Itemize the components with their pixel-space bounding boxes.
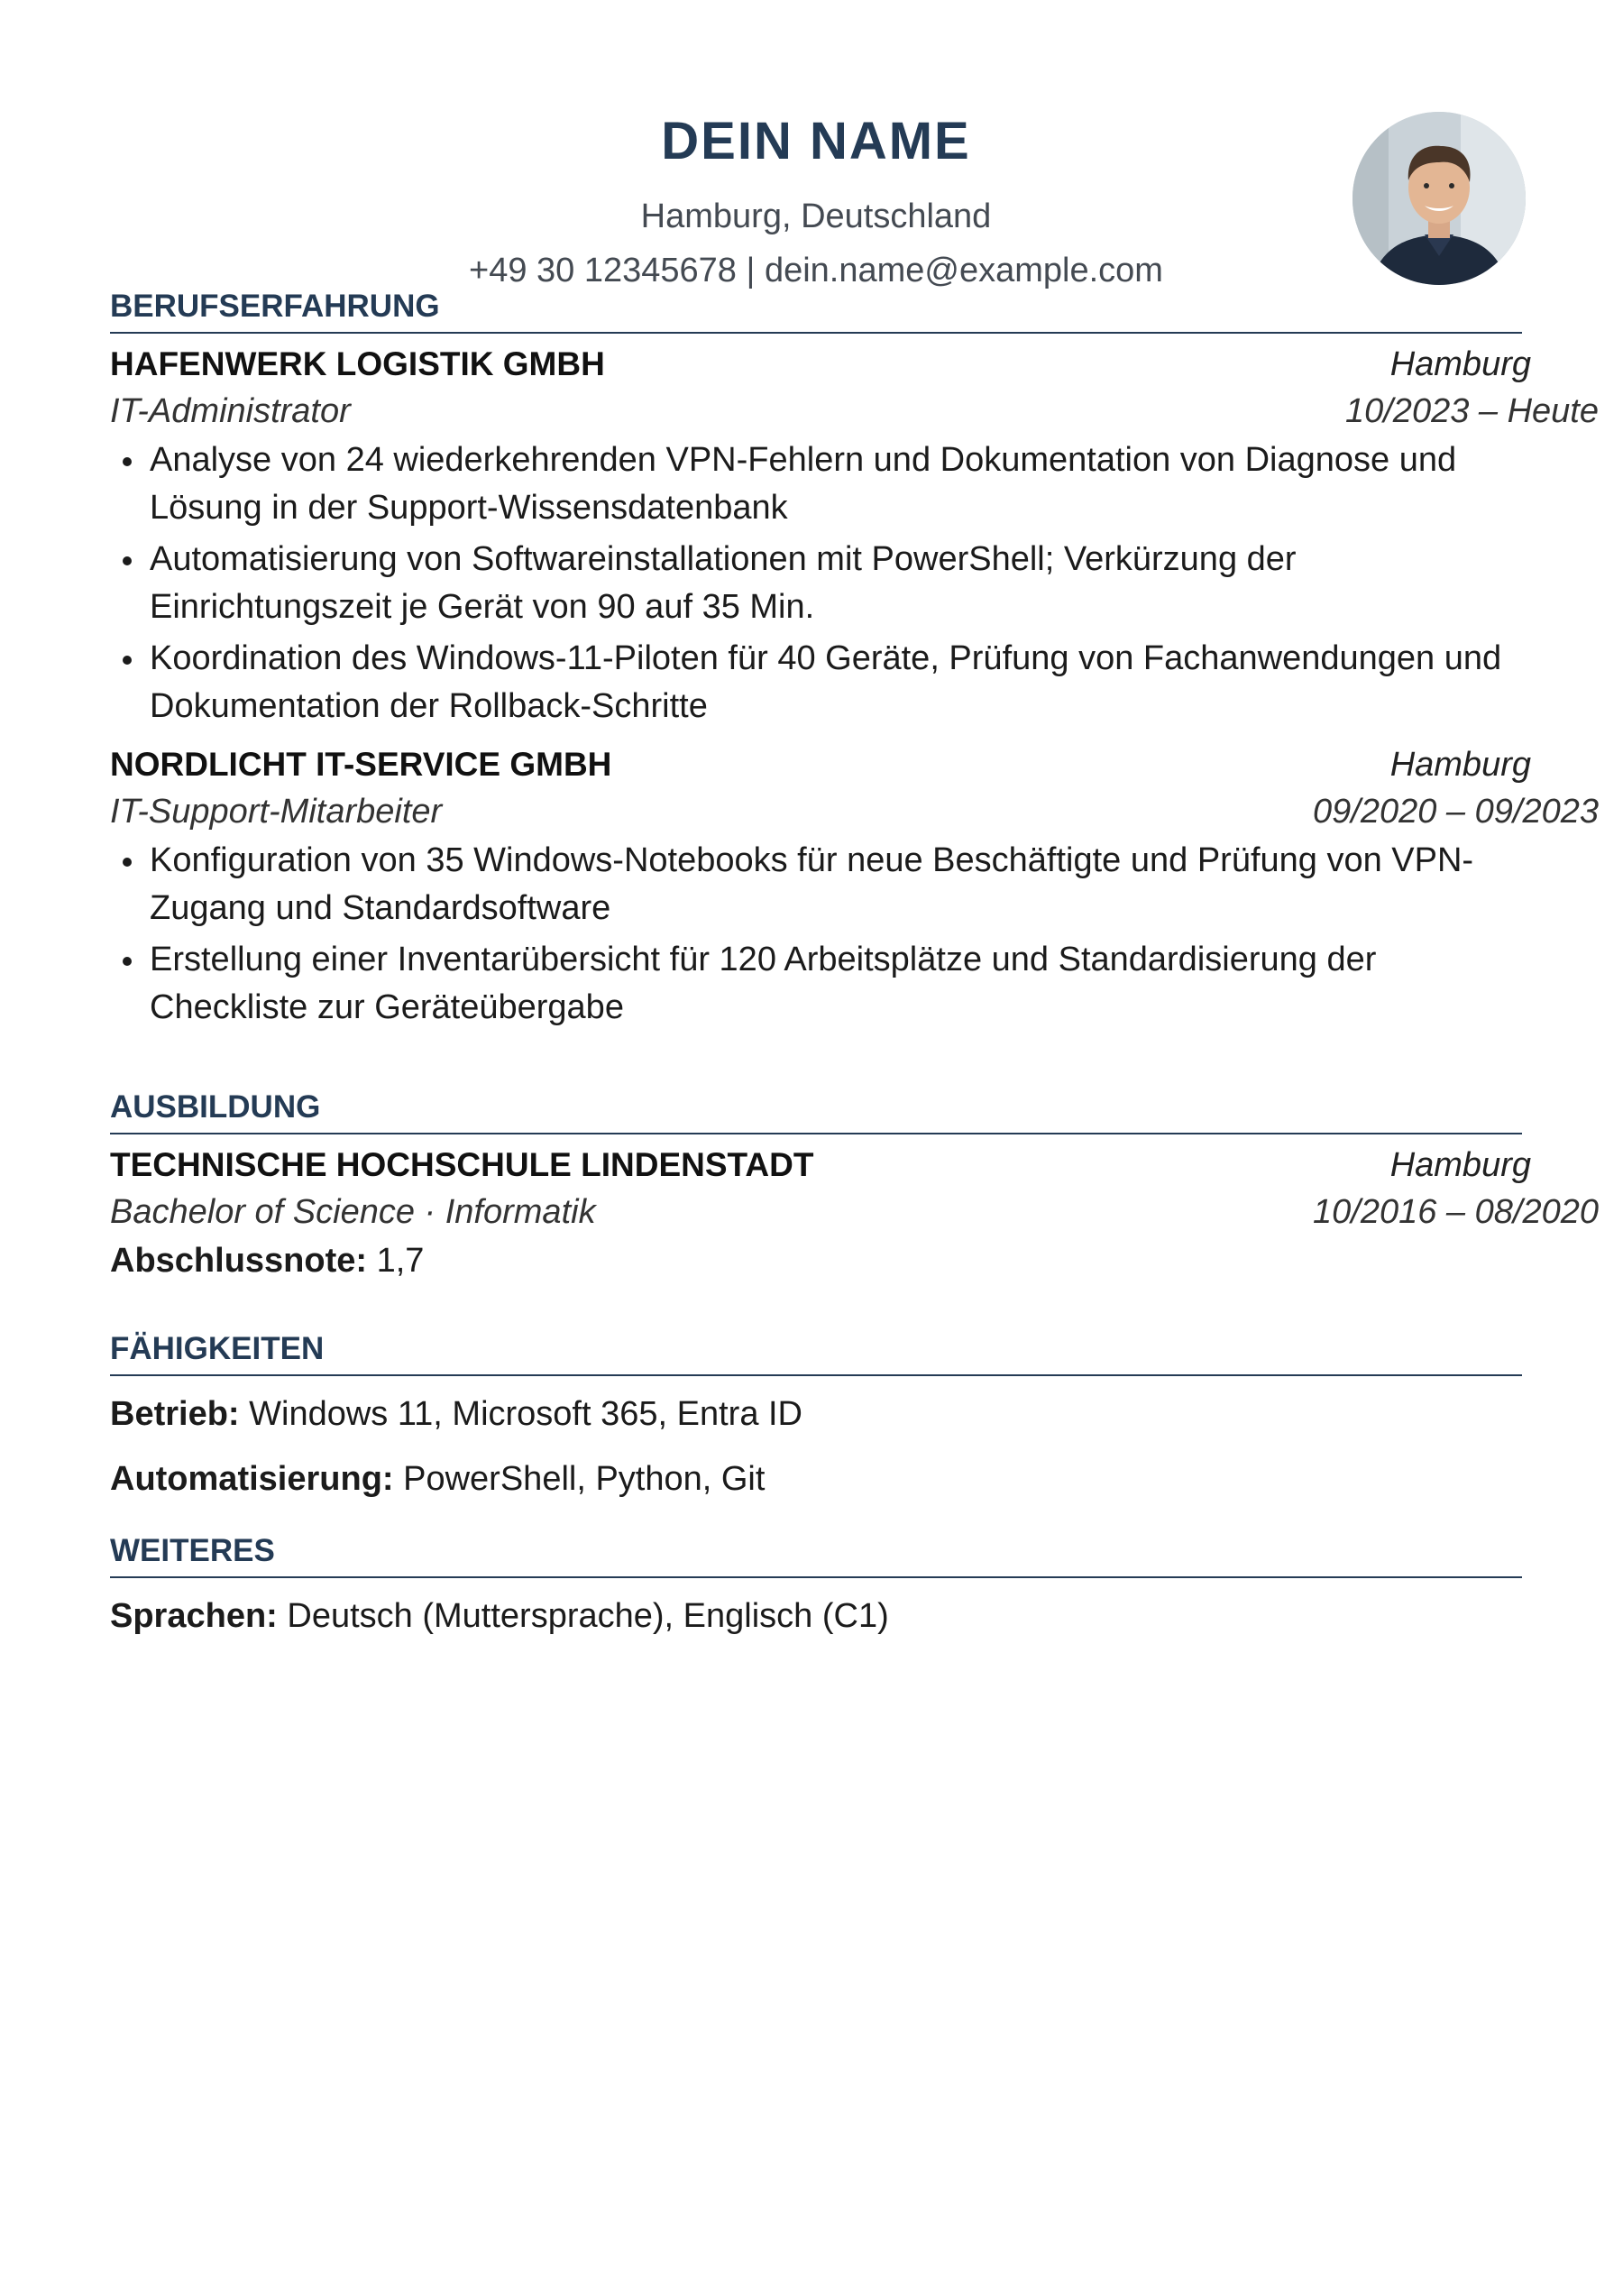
- person-name: DEIN NAME: [661, 112, 971, 170]
- person-location: Hamburg, Deutschland: [640, 197, 992, 235]
- language-value: Deutsch (Muttersprache), Englisch (C1): [287, 1597, 889, 1635]
- resume-header: [110, 106, 1522, 292]
- bullet-item: [110, 936, 1522, 1032]
- section-title-experience: BERUFSERFAHRUNG: [110, 287, 1522, 334]
- school-city: Hamburg: [1389, 1146, 1531, 1184]
- language-label: Sprachen:: [110, 1597, 278, 1635]
- language-line: [110, 1593, 1522, 1639]
- job-role: IT-Support-Mitarbeiter: [110, 793, 443, 831]
- bullet-icon: [123, 656, 132, 665]
- entry-subheader: [110, 785, 1599, 837]
- job-role: IT-Administrator: [110, 392, 351, 430]
- job-dates: 10/2023 – Heute: [1344, 392, 1599, 430]
- grade-value: 1,7: [376, 1242, 425, 1280]
- section-more: [110, 1531, 1522, 1639]
- section-skills: [110, 1329, 1522, 1502]
- bullet-text: Konfiguration von 35 Windows-Notebooks für neue Beschäftigte und Prüfung von VPN-Zugang und Standardsoftware: [150, 841, 1474, 927]
- experience-entry: [110, 734, 1599, 1032]
- section-education: [110, 1088, 1599, 1284]
- experience-entry: [110, 334, 1599, 730]
- skill-line: [110, 1391, 1522, 1437]
- study-dates: 10/2016 – 08/2020: [1313, 1193, 1599, 1231]
- bullet-text: Erstellung einer Inventarübersicht für 120 Arbeitsplätze und Standardisierung der Checkliste zur Geräteübergabe: [150, 941, 1377, 1026]
- section-title-more: WEITERES: [110, 1531, 1522, 1578]
- contact-line: [110, 249, 1522, 292]
- bullet-item: [110, 536, 1522, 631]
- bullet-list: [110, 837, 1522, 1032]
- bullet-text: Koordination des Windows-11-Piloten für 40 Geräte, Prüfung von Fachanwendungen und Dokumentation der Rollback-Schritte: [150, 639, 1502, 725]
- job-dates: 09/2020 – 09/2023: [1313, 793, 1599, 831]
- bullet-text: Automatisierung von Softwareinstallationen mit PowerShell; Verkürzung der Einrichtungszeit je Gerät von 90 auf 35 Min.: [150, 540, 1297, 626]
- bullet-icon: [123, 957, 132, 966]
- bullet-item: [110, 837, 1522, 932]
- email-address: dein.name@example.com: [764, 252, 1163, 289]
- bullet-list: [110, 436, 1522, 730]
- skill-label: Betrieb:: [110, 1395, 240, 1433]
- grade-line: [110, 1237, 1522, 1284]
- entry-header: [110, 734, 1531, 785]
- entry-header: [110, 1134, 1531, 1185]
- skill-value: Windows 11, Microsoft 365, Entra ID: [249, 1395, 803, 1433]
- contact-separator: |: [746, 252, 756, 289]
- degree: Bachelor of Science · Informatik: [110, 1193, 596, 1231]
- bullet-item: [110, 635, 1522, 730]
- section-title-education: AUSBILDUNG: [110, 1088, 1522, 1134]
- section-experience: [110, 287, 1599, 1035]
- section-title-skills: FÄHIGKEITEN: [110, 1329, 1522, 1376]
- bullet-icon: [123, 457, 132, 466]
- bullet-text: Analyse von 24 wiederkehrenden VPN-Fehlern und Dokumentation von Diagnose und Lösung in der Support-Wissensdatenbank: [150, 441, 1457, 527]
- entry-header: [110, 334, 1531, 384]
- company-city: Hamburg: [1389, 345, 1531, 383]
- skill-line: [110, 1456, 1522, 1502]
- school-name: TECHNISCHE HOCHSCHULE LINDENSTADT: [110, 1146, 814, 1183]
- grade-label: Abschlussnote:: [110, 1242, 368, 1280]
- company-name: NORDLICHT IT-SERVICE GMBH: [110, 746, 612, 783]
- entry-subheader: [110, 1185, 1599, 1237]
- company-city: Hamburg: [1389, 746, 1531, 784]
- entry-subheader: [110, 384, 1599, 436]
- profile-photo-icon: [1352, 112, 1526, 285]
- phone-number: +49 30 12345678: [469, 252, 737, 289]
- skill-value: PowerShell, Python, Git: [403, 1460, 766, 1498]
- skill-label: Automatisierung:: [110, 1460, 394, 1498]
- bullet-icon: [123, 556, 132, 565]
- company-name: HAFENWERK LOGISTIK GMBH: [110, 345, 605, 382]
- bullet-item: [110, 436, 1522, 532]
- profile-photo: [1352, 112, 1526, 285]
- bullet-icon: [123, 858, 132, 867]
